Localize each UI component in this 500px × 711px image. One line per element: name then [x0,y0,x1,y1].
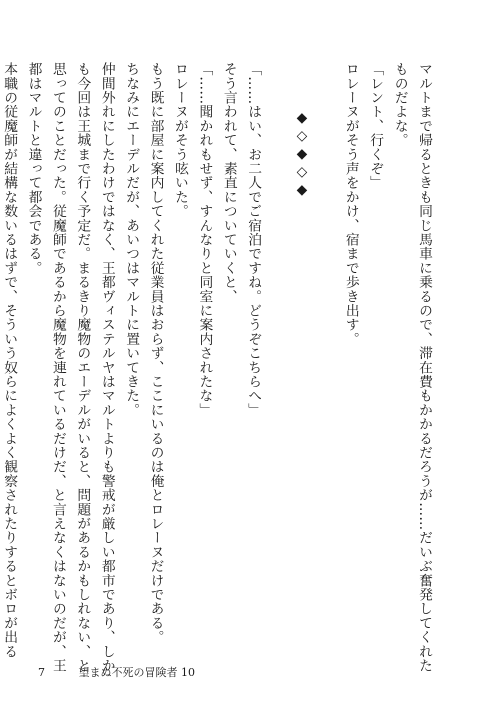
body-line: マルトまで帰るときも同じ馬車に乗るので、滞在費もかかるだろうが……だいぶ奮発してくれた [416,62,432,673]
blank-line [314,62,338,628]
blank-line [265,62,289,628]
body-line: 都はマルトと違って都会である。 [25,62,42,275]
body-line: ロレーヌがそう声をかけ、宿まで歩き出す。 [342,62,359,346]
scene-break: ◆◇◆◇◆ [293,110,310,201]
page-number: 7 [38,666,45,679]
running-title: 望まぬ不死の冒険者 10 [78,666,195,679]
body-line: 仲間外れにしたわけではなく、王都ヴィステルヤはマルトよりも警戒が厳しい都市であり、しか [98,62,115,673]
dialogue-line: 「レント、行くぞ」 [367,62,384,190]
body-line: ものだよな。 [391,62,408,148]
body-line: も今回は王城まで行く予定だ。まるきり魔物のエーデルがいると、問題があるかもしれない、と [74,62,91,673]
dialogue-line: 「……はい、お二人でご宿泊ですね。どうぞこちらへ」 [245,62,262,417]
body-line: ロレーヌがそう呟いた。 [171,62,188,219]
dialogue-line: 「……聞かれもせず、すんなりと同室に案内されたな」 [196,62,213,417]
page-footer [38,664,195,680]
body-line: もう既に部屋に案内してくれた従業員はおらず、ここにいるのは俺とロレーヌだけである。 [147,62,164,645]
body-line: 思ってのことだった。従魔師であるから魔物を連れているだけだ、と言えなくはないのだが、王 [49,62,66,673]
body-line: ちなみにエーデルだが、あいつはマルトに置いてきた。 [123,62,140,417]
body-line: 本職の従魔師が結構な数いるはずで、そういう奴らによくよく観察されたりするとボロが出る [1,62,18,659]
body-line: そう言われて、素直についていくと、 [220,62,237,304]
